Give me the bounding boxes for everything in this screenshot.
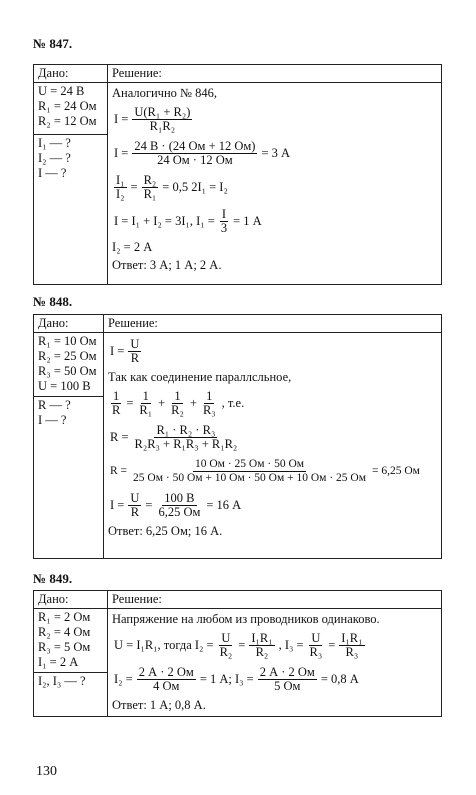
denominator: R₁R₂ bbox=[149, 118, 176, 133]
fraction bbox=[131, 458, 368, 485]
formula-result: = 6,25 Ом bbox=[372, 465, 420, 477]
fraction bbox=[219, 208, 229, 235]
fraction bbox=[339, 632, 364, 659]
fraction bbox=[128, 492, 141, 519]
given-item: R₁ = 10 Ом bbox=[38, 334, 97, 348]
numerator: 1 bbox=[174, 388, 181, 403]
solution-cell bbox=[108, 609, 442, 717]
given-item: R₃ = 5 Ом bbox=[38, 640, 91, 654]
solution-text: I₂ = 2 А bbox=[112, 240, 153, 254]
fraction bbox=[137, 666, 196, 693]
formula bbox=[112, 170, 437, 204]
denominator: R₂R₃ + R₁R₃ + R₁R₂ bbox=[134, 436, 238, 451]
given-cell bbox=[34, 333, 104, 397]
numerator: 1 bbox=[206, 388, 213, 403]
solution-header: Решение: bbox=[104, 315, 442, 333]
find-cell bbox=[34, 673, 108, 717]
formula-mid: = 1 А; I₃ = bbox=[199, 671, 254, 686]
fraction bbox=[114, 174, 127, 201]
solution-cell bbox=[104, 333, 442, 559]
fraction bbox=[308, 632, 325, 659]
problem-848-title: № 848. bbox=[33, 294, 73, 309]
find-cell bbox=[34, 135, 108, 285]
problem-849-table bbox=[33, 590, 442, 717]
formula-lhs: R = bbox=[110, 465, 128, 477]
given-cell bbox=[34, 83, 108, 135]
denominator: 6,25 Ом bbox=[158, 504, 201, 519]
numerator: 1 bbox=[113, 388, 120, 403]
fraction bbox=[249, 632, 274, 659]
equals-sign: = bbox=[130, 179, 138, 194]
formula-lhs: U = I₁R₁, тогда I₂ = bbox=[114, 637, 214, 652]
denominator: R bbox=[112, 402, 121, 417]
find-cell bbox=[34, 397, 104, 559]
given-header: Дано: bbox=[34, 315, 104, 333]
numerator: U bbox=[311, 630, 321, 645]
numerator: U bbox=[221, 630, 231, 645]
numerator: I₁R₁ bbox=[341, 630, 363, 645]
denominator: R₃ bbox=[345, 644, 359, 659]
solution-text: Напряжение на любом из проводников одинаково. bbox=[112, 612, 380, 626]
problem-849-title: № 849. bbox=[33, 571, 73, 586]
fraction bbox=[110, 390, 122, 417]
denominator: R₃ bbox=[202, 402, 216, 417]
given-item: U = 24 В bbox=[38, 84, 85, 98]
formula-result: = 16 А bbox=[206, 497, 242, 512]
numerator: I₁R₁ bbox=[251, 630, 273, 645]
formula-lhs: I = bbox=[114, 111, 129, 126]
fraction bbox=[218, 632, 235, 659]
formula bbox=[112, 102, 437, 136]
formula-lhs: I₂ = bbox=[114, 671, 133, 686]
denominator: R bbox=[130, 350, 140, 365]
solution-text: Аналогично № 846, bbox=[112, 86, 217, 100]
numerator: R₂ bbox=[143, 172, 157, 187]
numerator: 1 bbox=[142, 388, 149, 403]
fraction bbox=[156, 492, 202, 519]
given-cell bbox=[34, 609, 108, 673]
formula-lhs: I = bbox=[110, 343, 125, 358]
fraction bbox=[137, 390, 154, 417]
fraction bbox=[142, 174, 159, 201]
formula-result: = 0,8 А bbox=[320, 671, 359, 686]
formula-lhs: I = bbox=[114, 145, 129, 160]
given-item: R₂ = 12 Ом bbox=[38, 114, 97, 128]
fraction bbox=[169, 390, 186, 417]
formula-result: = 1 А bbox=[233, 213, 262, 228]
denominator: 24 Ом · 12 Ом bbox=[157, 152, 233, 167]
problem-847-table bbox=[33, 64, 442, 285]
denominator: I₂ bbox=[116, 186, 125, 201]
formula bbox=[108, 334, 437, 368]
solution-header: Решение: bbox=[108, 65, 442, 83]
given-item: U = 100 В bbox=[38, 379, 91, 393]
denominator: 5 Ом bbox=[274, 678, 301, 693]
fraction bbox=[258, 666, 317, 693]
answer: Ответ: 3 А; 1 А; 2 А. bbox=[112, 258, 222, 272]
formula-lhs: I = bbox=[110, 497, 125, 512]
given-item: R₂ = 4 Ом bbox=[38, 625, 91, 639]
formula: U = I₁R₁, тогда I₂ = $\frac{U}{\text{R₂}}$ = $\frac{\text{I₁R₁}}{\text{R₂}}$ , I₃ = $\frac{U}{\text{R₃}}$ = $\frac{\text{I₁R₁}}{\text{R₃}}$ bbox=[114, 630, 363, 659]
given-header: Дано: bbox=[34, 591, 108, 609]
answer: Ответ: 6,25 Ом; 16 А. bbox=[108, 524, 223, 538]
given-item: R₁ = 2 Ом bbox=[38, 610, 91, 624]
denominator: R bbox=[130, 504, 140, 519]
fraction bbox=[128, 338, 141, 365]
denominator: 3 bbox=[220, 220, 228, 235]
find-item: I₁ — ? bbox=[38, 136, 71, 150]
denominator: R₁ bbox=[139, 402, 153, 417]
denominator: R₃ bbox=[309, 644, 323, 659]
answer: Ответ: 1 А; 0,8 А. bbox=[112, 698, 206, 712]
formula bbox=[108, 454, 437, 488]
denominator: 25 Ом · 50 Ом + 10 Ом · 50 Ом + 10 Ом · 25 Ом bbox=[133, 471, 366, 484]
given-header: Дано: bbox=[34, 65, 108, 83]
numerator: U bbox=[130, 490, 140, 505]
formula-result: = 0,5 2I₁ = I₂ bbox=[162, 179, 228, 194]
numerator: U(R₁ + R₂) bbox=[134, 104, 191, 119]
find-item: I — ? bbox=[38, 166, 67, 180]
formula-tail: , т.е. bbox=[221, 395, 245, 410]
formula-result: = 3 А bbox=[261, 145, 291, 160]
solution-text: Так как соединение параллсльное, bbox=[108, 370, 292, 384]
denominator: R₂ bbox=[171, 402, 184, 417]
numerator: 2 А · 2 Ом bbox=[259, 664, 315, 679]
formula-mid: , I₃ = bbox=[278, 637, 304, 652]
formula: I = $\frac{U}{R}$ = $\frac{100 В}{6,25 Ом}$ = 16 А bbox=[110, 490, 242, 519]
problem-847-title: № 847. bbox=[33, 36, 73, 51]
formula bbox=[112, 136, 437, 170]
fraction bbox=[132, 140, 257, 167]
page-number: 130 bbox=[36, 764, 57, 779]
problem-848-table bbox=[33, 314, 442, 559]
find-item: I₂, I₃ — ? bbox=[38, 674, 86, 688]
given-item: R₃ = 50 Ом bbox=[38, 364, 97, 378]
numerator: I₁ bbox=[116, 172, 125, 187]
find-item: I₂ — ? bbox=[38, 151, 71, 165]
formula bbox=[112, 204, 437, 238]
fraction bbox=[201, 390, 218, 417]
numerator: 100 В bbox=[164, 490, 195, 505]
numerator: I bbox=[221, 206, 227, 221]
find-item: I — ? bbox=[38, 413, 67, 427]
numerator: R₁ · R₂ · R₃ bbox=[156, 422, 216, 437]
numerator: 10 Ом · 25 Ом · 50 Ом bbox=[195, 457, 305, 470]
denominator: 4 Ом bbox=[153, 678, 180, 693]
numerator: U bbox=[130, 336, 140, 351]
denominator: R₂ bbox=[255, 644, 269, 659]
numerator: 24 В · (24 Ом + 12 Ом) bbox=[134, 138, 256, 153]
formula-lhs: I = I₁ + I₂ = 3I₁, I₁ = bbox=[114, 213, 215, 228]
formula-lhs: R = bbox=[110, 429, 129, 444]
given-item: R₂ = 25 Ом bbox=[38, 349, 97, 363]
solution-header: Решение: bbox=[108, 591, 442, 609]
formula bbox=[108, 420, 437, 454]
fraction bbox=[132, 106, 192, 133]
denominator: R₂ bbox=[219, 644, 233, 659]
formula: $\frac{1}{R}$ = $\frac{1}{\text{R₁}}$ + $\frac{1}{\text{R₂}}$ + $\frac{1}{\text{R₃}}$ , т.е. bbox=[112, 388, 245, 417]
numerator: 2 А · 2 Ом bbox=[138, 664, 194, 679]
formula bbox=[112, 662, 437, 696]
find-item: R — ? bbox=[38, 398, 71, 412]
given-item: R₁ = 24 Ом bbox=[38, 99, 97, 113]
given-item: I₁ = 2 А bbox=[38, 655, 79, 669]
fraction bbox=[133, 424, 240, 451]
solution-cell bbox=[108, 83, 442, 285]
denominator: R₁ bbox=[143, 186, 157, 201]
